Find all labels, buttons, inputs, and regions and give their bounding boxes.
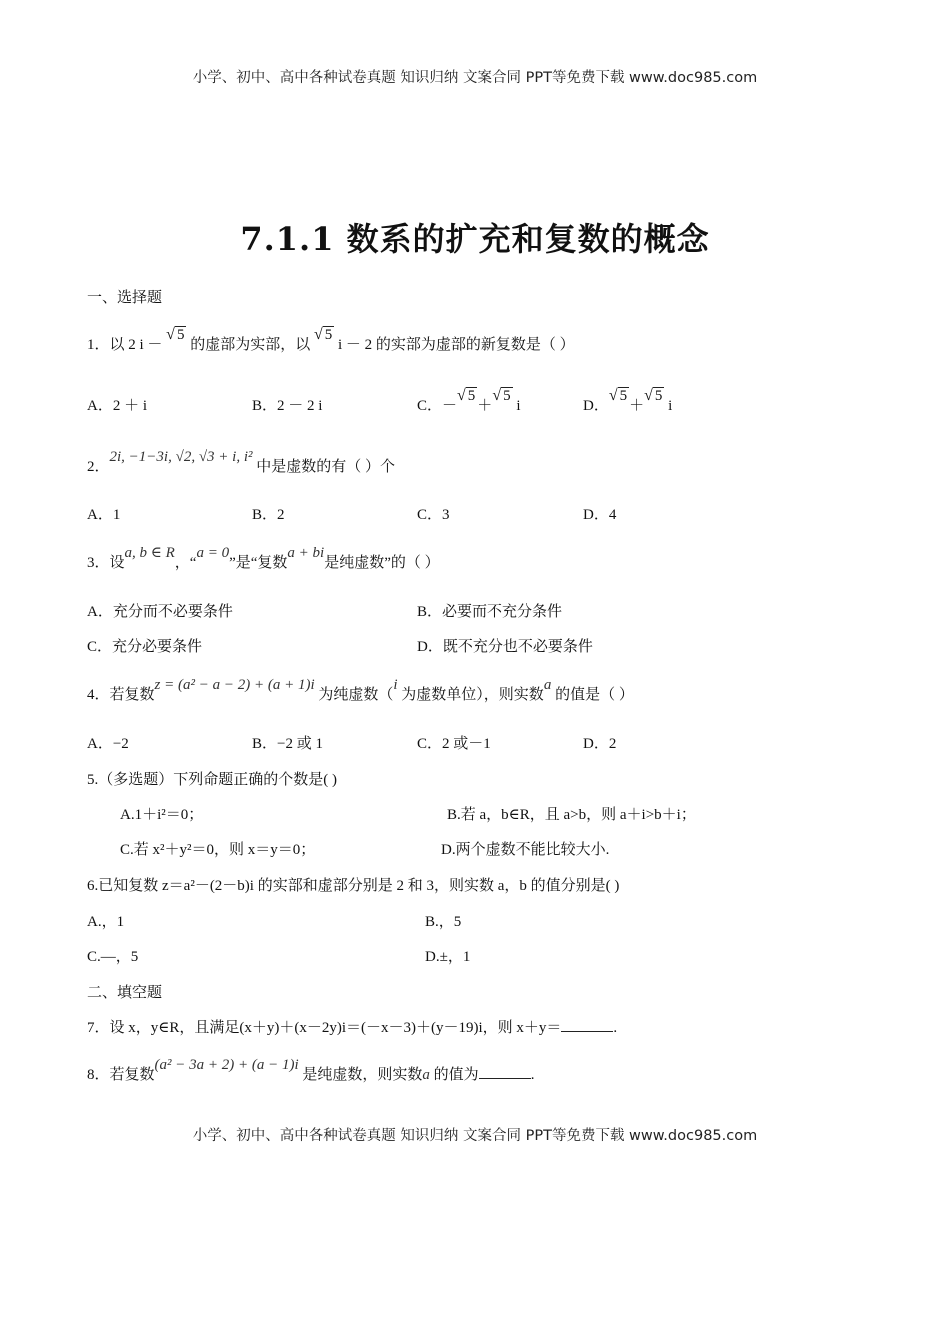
q6-option-d: D.±，1 [425,949,471,965]
q1-number: 1．以 2 i － [87,337,163,353]
question-1: 1．以 2 i － √ 5 的虚部为实部，以 √ 5 i － 2 的实部为虚部的新复数是（ ） [87,326,575,353]
section-heading-choice: 一、选择题 [87,290,163,306]
section-heading-fill: 二、填空题 [87,985,163,1001]
q3-option-b: B．必要而不充分条件 [417,604,563,620]
question-5: 5.（多选题）下列命题正确的个数是( ) [87,772,337,788]
page-footer: 小学、初中、高中各种试卷真题 知识归纳 文案合同 PPT等免费下载 www.doc985.com [192,1128,758,1144]
q4-option-b: B．−2 或 1 [252,736,323,752]
question-8: 8．若复数(a² − 3a + 2) + (a − 1)i 是纯虚数，则实数a 的值为 . [87,1057,535,1083]
sqrt-5: √ 5 [313,326,333,343]
q5-option-d: D.两个虚数不能比较大小. [441,842,610,858]
q6-option-a: A.，1 [87,914,125,930]
q5-option-a: A.1＋i²＝0； [120,807,204,823]
q3-option-a: A．充分而不必要条件 [87,604,233,620]
q4-option-a: A．−2 [87,736,129,752]
q4-option-d: D．2 [583,736,617,752]
q2-option-b: B．2 [252,507,285,523]
q1-option-c: C．－√ 5＋√ 5 i [417,387,521,414]
q1-option-b: B．2 － 2 i [252,398,323,414]
q3-option-c: C．充分必要条件 [87,639,203,655]
q6-option-b: B.，5 [425,914,462,930]
question-6: 6.已知复数 z＝a²－(2－b)i 的实部和虚部分别是 2 和 3，则实数 a，b 的值分别是( ) [87,878,620,894]
q2-option-d: D．4 [583,507,617,523]
q8-expression: (a² − 3a + 2) + (a − 1)i [154,1057,299,1073]
page-header: 小学、初中、高中各种试卷真题 知识归纳 文案合同 PPT等免费下载 www.doc985.com [192,70,758,86]
q5-option-c: C.若 x²＋y²＝0，则 x＝y＝0； [120,842,316,858]
question-4: 4．若复数z = (a² − a − 2) + (a + 1)i 为纯虚数（i 为虚数单位），则实数a 的值是（ ） [87,677,634,703]
page-title: 7.1.1 数系的扩充和复数的概念 [240,220,710,258]
q4-option-c: C．2 或－1 [417,736,491,752]
q1-option-d: D．√ 5＋√ 5 i [583,387,673,414]
question-2: 2．2i, −1−3i, √2, √3 + i, i² 中是虚数的有（ ）个 [87,449,396,475]
q2-option-a: A．1 [87,507,121,523]
question-7: 7．设 x，y∈R，且满足(x＋y)＋(x－2y)i＝(－x－3)＋(y－19)i，则 x＋y＝ . [87,1020,618,1036]
question-3: 3．设a, b ∈ R，“a = 0”是“复数a + bi是纯虚数”的（ ） [87,545,440,571]
answer-blank[interactable] [561,1019,613,1032]
q5-option-b: B.若 a，b∈R，且 a>b，则 a＋i>b＋i； [447,807,696,823]
q4-expression: z = (a² − a − 2) + (a + 1)i [154,677,315,693]
q2-option-c: C．3 [417,507,450,523]
q1-option-a: A．2 ＋ i [87,398,148,414]
q6-option-c: C.—，5 [87,949,139,965]
q3-option-d: D．既不充分也不必要条件 [417,639,593,655]
sqrt-5: √ 5 [166,326,185,343]
q2-expression: 2i, −1−3i, √2, √3 + i, i² [109,449,253,465]
answer-blank[interactable] [479,1066,531,1079]
